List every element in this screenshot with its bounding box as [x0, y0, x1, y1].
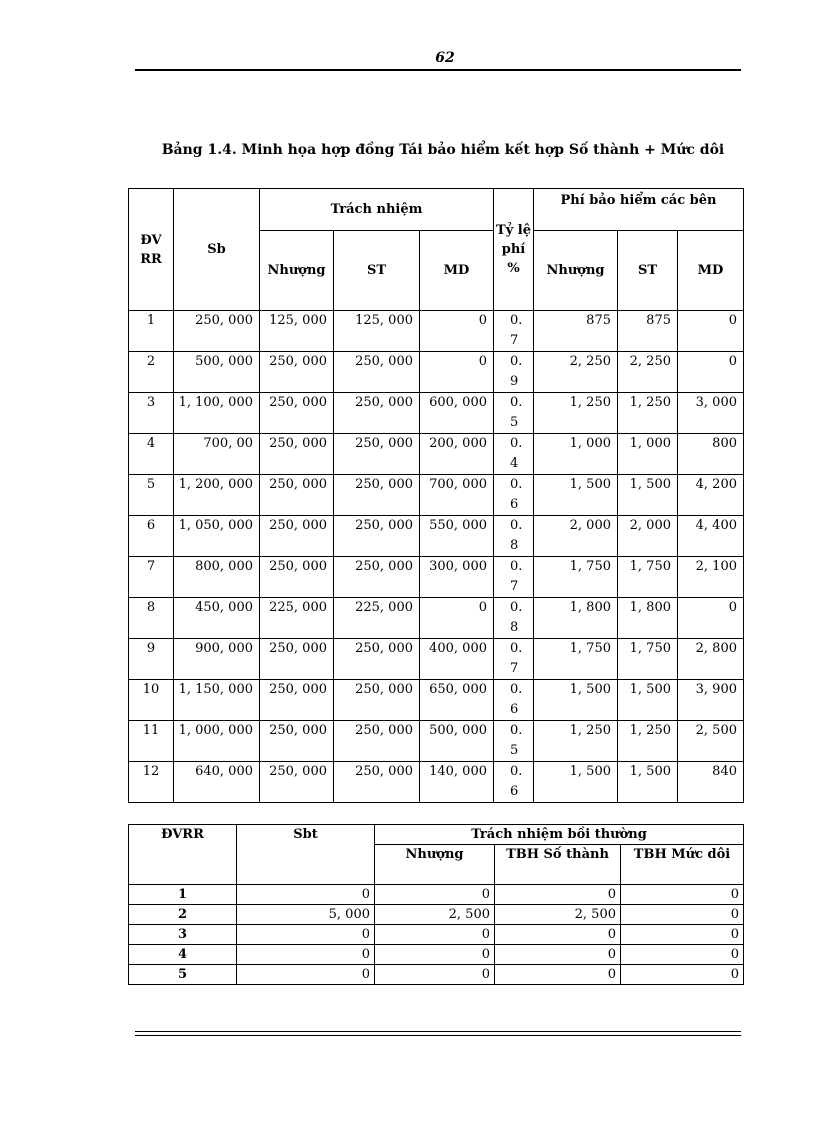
- header-phi-md: MD: [678, 231, 744, 311]
- table-cell: 0: [237, 885, 375, 905]
- table-cell: 0: [495, 945, 621, 965]
- table-cell: 4, 400: [678, 516, 744, 557]
- table-cell: 125, 000: [260, 311, 334, 352]
- table-cell: 500, 000: [174, 352, 260, 393]
- footer-rule: [135, 1031, 741, 1032]
- table-cell: 250, 000: [334, 352, 420, 393]
- header-rule: [135, 69, 741, 71]
- table-cell: 0: [420, 352, 494, 393]
- table-cell: 250, 000: [260, 762, 334, 803]
- table-row: [129, 557, 744, 598]
- table-cell: 875: [534, 311, 618, 352]
- table-cell: 1, 500: [618, 680, 678, 721]
- table-cell: 3, 900: [678, 680, 744, 721]
- table-row: [129, 311, 744, 352]
- table-cell: 840: [678, 762, 744, 803]
- reinsurance-table: [128, 188, 744, 803]
- table-cell: 640, 000: [174, 762, 260, 803]
- table-cell: 250, 000: [334, 516, 420, 557]
- table-cell: 1, 100, 000: [174, 393, 260, 434]
- table-cell: 1, 250: [534, 393, 618, 434]
- table-row: [129, 639, 744, 680]
- claims-table: [128, 824, 744, 985]
- table-cell: 0: [495, 925, 621, 945]
- table-cell: 1, 500: [618, 762, 678, 803]
- table-cell: 0: [375, 925, 495, 945]
- table-cell: 1, 750: [618, 639, 678, 680]
- table-cell: 0: [621, 885, 744, 905]
- header-tbh-so-thanh: TBH Số thành: [495, 845, 621, 885]
- table-cell: 3: [129, 925, 237, 945]
- table-cell: 1, 250: [618, 721, 678, 762]
- table-cell: 0. 6: [494, 475, 534, 516]
- table-cell: 250, 000: [334, 393, 420, 434]
- table-cell: 700, 000: [420, 475, 494, 516]
- table-cell: 1: [129, 885, 237, 905]
- table-cell: 250, 000: [334, 434, 420, 475]
- table-cell: 200, 000: [420, 434, 494, 475]
- table-cell: 0: [237, 965, 375, 985]
- table-cell: 0. 6: [494, 762, 534, 803]
- table-cell: 900, 000: [174, 639, 260, 680]
- table-cell: 0: [237, 925, 375, 945]
- table-cell: 0. 7: [494, 311, 534, 352]
- table-cell: 1, 800: [618, 598, 678, 639]
- table-row: [129, 721, 744, 762]
- header-phi-nhuong: Nhượng: [534, 231, 618, 311]
- table-cell: 9: [129, 639, 174, 680]
- table-cell: 0: [375, 965, 495, 985]
- table-row: [129, 905, 744, 925]
- table-cell: 4: [129, 434, 174, 475]
- table-cell: 3: [129, 393, 174, 434]
- table-cell: 1: [129, 311, 174, 352]
- table-cell: 0: [420, 311, 494, 352]
- footer-rule: [135, 1035, 741, 1036]
- table-cell: 2, 800: [678, 639, 744, 680]
- table-row: [129, 680, 744, 721]
- table-cell: 250, 000: [260, 393, 334, 434]
- table-cell: 0. 9: [494, 352, 534, 393]
- table-cell: 1, 800: [534, 598, 618, 639]
- table-cell: 12: [129, 762, 174, 803]
- table-cell: 4, 200: [678, 475, 744, 516]
- header-trach-nhiem: Trách nhiệm: [260, 189, 494, 231]
- table-cell: 250, 000: [260, 680, 334, 721]
- table-cell: 500, 000: [420, 721, 494, 762]
- table-cell: 2, 000: [618, 516, 678, 557]
- table-cell: 5: [129, 475, 174, 516]
- table-cell: 0: [678, 598, 744, 639]
- table-cell: 2, 500: [495, 905, 621, 925]
- table-cell: 2, 500: [375, 905, 495, 925]
- header-tbh-muc-doi: TBH Mức dôi: [621, 845, 744, 885]
- table-cell: 250, 000: [334, 475, 420, 516]
- table-cell: 1, 050, 000: [174, 516, 260, 557]
- table-cell: 250, 000: [260, 516, 334, 557]
- table-cell: 250, 000: [334, 639, 420, 680]
- table-cell: 875: [618, 311, 678, 352]
- table-cell: 4: [129, 945, 237, 965]
- table-cell: 250, 000: [260, 639, 334, 680]
- header-dvrr: ĐVRR: [129, 825, 237, 885]
- table-cell: 250, 000: [260, 721, 334, 762]
- table-cell: 0: [621, 945, 744, 965]
- table-cell: 2, 250: [534, 352, 618, 393]
- table-cell: 225, 000: [334, 598, 420, 639]
- table-cell: 5: [129, 965, 237, 985]
- header-ty-le-phi: Tỷ lệ phí %: [494, 189, 534, 311]
- table-row: [129, 598, 744, 639]
- table-cell: 2, 500: [678, 721, 744, 762]
- table-row: [129, 925, 744, 945]
- table-row: [129, 352, 744, 393]
- table-cell: 5, 000: [237, 905, 375, 925]
- table-cell: 2, 250: [618, 352, 678, 393]
- table-cell: 0. 8: [494, 516, 534, 557]
- table-cell: 10: [129, 680, 174, 721]
- table-cell: 2, 100: [678, 557, 744, 598]
- table-cell: 2: [129, 352, 174, 393]
- table-cell: 250, 000: [260, 557, 334, 598]
- table-cell: 0. 8: [494, 598, 534, 639]
- table-cell: 0: [375, 885, 495, 905]
- table-cell: 1, 500: [618, 475, 678, 516]
- table-cell: 0: [237, 945, 375, 965]
- table-row: [129, 475, 744, 516]
- table-cell: 0. 4: [494, 434, 534, 475]
- table-cell: 0: [621, 965, 744, 985]
- table-cell: 2: [129, 905, 237, 925]
- table-cell: 7: [129, 557, 174, 598]
- table-cell: 0: [678, 352, 744, 393]
- table-cell: 0: [420, 598, 494, 639]
- table-cell: 0: [495, 885, 621, 905]
- table-cell: 140, 000: [420, 762, 494, 803]
- header-nhuong: Nhượng: [375, 845, 495, 885]
- table-cell: 11: [129, 721, 174, 762]
- header-trach-nhiem-boi-thuong: Trách nhiệm bồi thường: [375, 825, 744, 845]
- table-cell: 1, 150, 000: [174, 680, 260, 721]
- table-cell: 0: [678, 311, 744, 352]
- table-cell: 800: [678, 434, 744, 475]
- table-cell: 0: [621, 905, 744, 925]
- table-row: [129, 945, 744, 965]
- table-row: [129, 762, 744, 803]
- table-cell: 225, 000: [260, 598, 334, 639]
- header-sbt: Sbt: [237, 825, 375, 885]
- table-cell: 250, 000: [260, 475, 334, 516]
- header-dvrr: ĐV RR: [129, 189, 174, 311]
- table-cell: 250, 000: [174, 311, 260, 352]
- header-phi-bao-hiem: Phí bảo hiểm các bên: [534, 189, 744, 231]
- table-cell: 1, 750: [618, 557, 678, 598]
- table-cell: 0. 7: [494, 557, 534, 598]
- table-cell: 1, 200, 000: [174, 475, 260, 516]
- table-cell: 125, 000: [334, 311, 420, 352]
- header-sb: Sb: [174, 189, 260, 311]
- table-cell: 0. 7: [494, 639, 534, 680]
- table-cell: 1, 500: [534, 680, 618, 721]
- table-cell: 250, 000: [334, 762, 420, 803]
- table-cell: 8: [129, 598, 174, 639]
- table-cell: 0. 5: [494, 721, 534, 762]
- table-row: [129, 393, 744, 434]
- table-row: [129, 885, 744, 905]
- table-cell: 0: [375, 945, 495, 965]
- header-nhuong: Nhượng: [260, 231, 334, 311]
- table-cell: 700, 00: [174, 434, 260, 475]
- table-row: [129, 965, 744, 985]
- page-number: 62: [435, 50, 455, 66]
- table-cell: 0: [621, 925, 744, 945]
- table-caption: Bảng 1.4. Minh họa hợp đồng Tái bảo hiểm kết hợp Số thành + Mức dôi: [161, 142, 725, 158]
- table-cell: 650, 000: [420, 680, 494, 721]
- table-cell: 250, 000: [260, 352, 334, 393]
- table-cell: 400, 000: [420, 639, 494, 680]
- table-row: [129, 516, 744, 557]
- table-cell: 0. 5: [494, 393, 534, 434]
- table-row: [129, 434, 744, 475]
- header-phi-st: ST: [618, 231, 678, 311]
- table-cell: 1, 000: [534, 434, 618, 475]
- table-cell: 250, 000: [260, 434, 334, 475]
- table-cell: 1, 750: [534, 639, 618, 680]
- table-cell: 300, 000: [420, 557, 494, 598]
- table-cell: 0. 6: [494, 680, 534, 721]
- table-cell: 250, 000: [334, 680, 420, 721]
- table-cell: 3, 000: [678, 393, 744, 434]
- table-cell: 550, 000: [420, 516, 494, 557]
- table-cell: 1, 250: [534, 721, 618, 762]
- table-cell: 1, 500: [534, 475, 618, 516]
- table-cell: 1, 250: [618, 393, 678, 434]
- table-cell: 1, 000: [618, 434, 678, 475]
- table-cell: 6: [129, 516, 174, 557]
- table-cell: 1, 500: [534, 762, 618, 803]
- table-cell: 250, 000: [334, 721, 420, 762]
- table-cell: 1, 000, 000: [174, 721, 260, 762]
- table-cell: 250, 000: [334, 557, 420, 598]
- header-md: MD: [420, 231, 494, 311]
- table-cell: 2, 000: [534, 516, 618, 557]
- table-cell: 450, 000: [174, 598, 260, 639]
- table-cell: 600, 000: [420, 393, 494, 434]
- header-st: ST: [334, 231, 420, 311]
- table-cell: 800, 000: [174, 557, 260, 598]
- table-cell: 1, 750: [534, 557, 618, 598]
- table-cell: 0: [495, 965, 621, 985]
